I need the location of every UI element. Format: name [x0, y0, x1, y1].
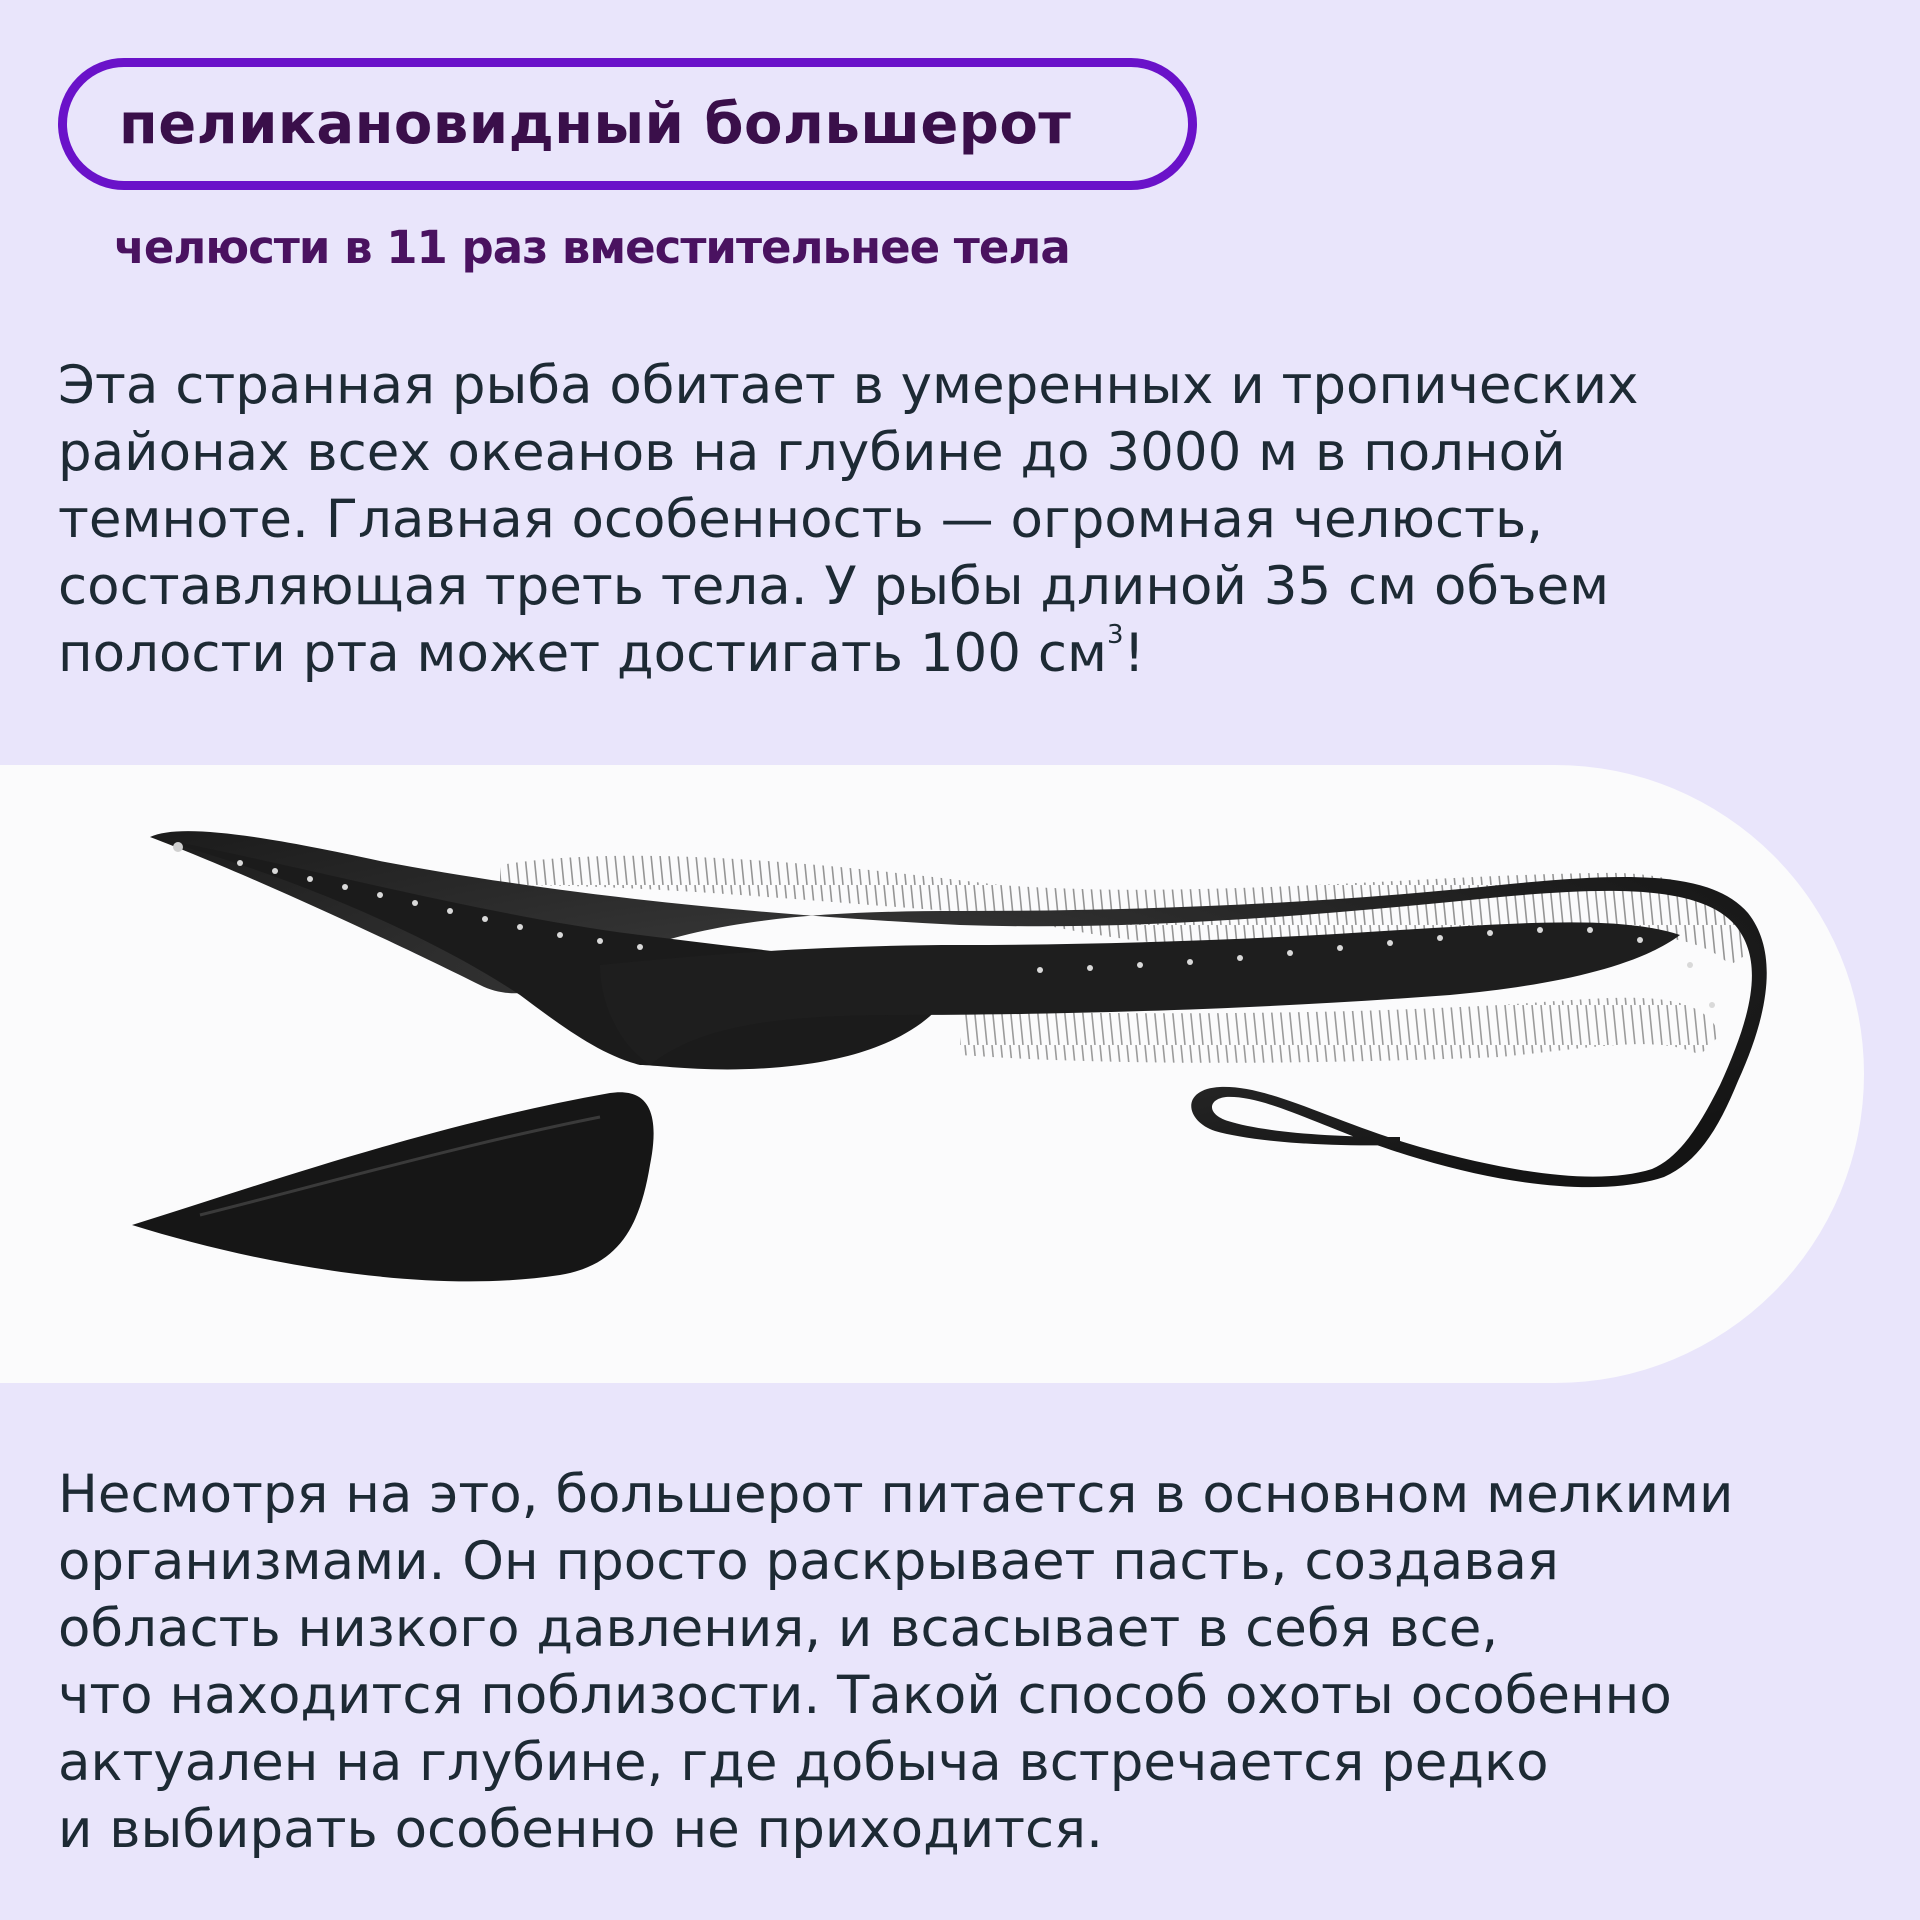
superscript-three: 3: [1106, 620, 1124, 650]
title-pill: [58, 58, 1197, 190]
page-subtitle: челюсти в 11 раз вместительнее тела: [114, 221, 1070, 274]
fish-eye: [173, 842, 183, 852]
pelican-eel-illustration: [0, 765, 1864, 1383]
body-line: область низкого давления, и всасывает в себя все,: [58, 1598, 1499, 1659]
body-line: организмами. Он просто раскрывает пасть, создавая: [58, 1531, 1559, 1592]
intro-line: районах всех океанов на глубине до 3000 м в полной: [58, 422, 1566, 483]
body-line: Несмотря на это, большерот питается в основном мелкими: [58, 1464, 1734, 1525]
intro-line-last: [58, 620, 1778, 687]
page-title: пеликановидный большерот: [119, 91, 1072, 157]
body-line: и выбирать особенно не приходится.: [58, 1799, 1103, 1860]
intro-paragraph: [58, 352, 1778, 687]
intro-line: темноте. Главная особенность — огромная челюсть,: [58, 489, 1544, 550]
body-line: актуален на глубине, где добыча встречается редко: [58, 1732, 1549, 1793]
intro-line: Эта странная рыба обитает в умеренных и тропических: [58, 355, 1639, 416]
body-line: что находится поблизости. Такой способ охоты особенно: [58, 1665, 1672, 1726]
intro-line: составляющая треть тела. У рыбы длиной 35 см объем: [58, 556, 1610, 617]
intro-line: полости рта может достигать 100 см: [58, 623, 1107, 684]
exclamation: !: [1123, 623, 1145, 684]
fish-illustration-panel: [0, 765, 1864, 1383]
body-paragraph: [58, 1461, 1858, 1863]
